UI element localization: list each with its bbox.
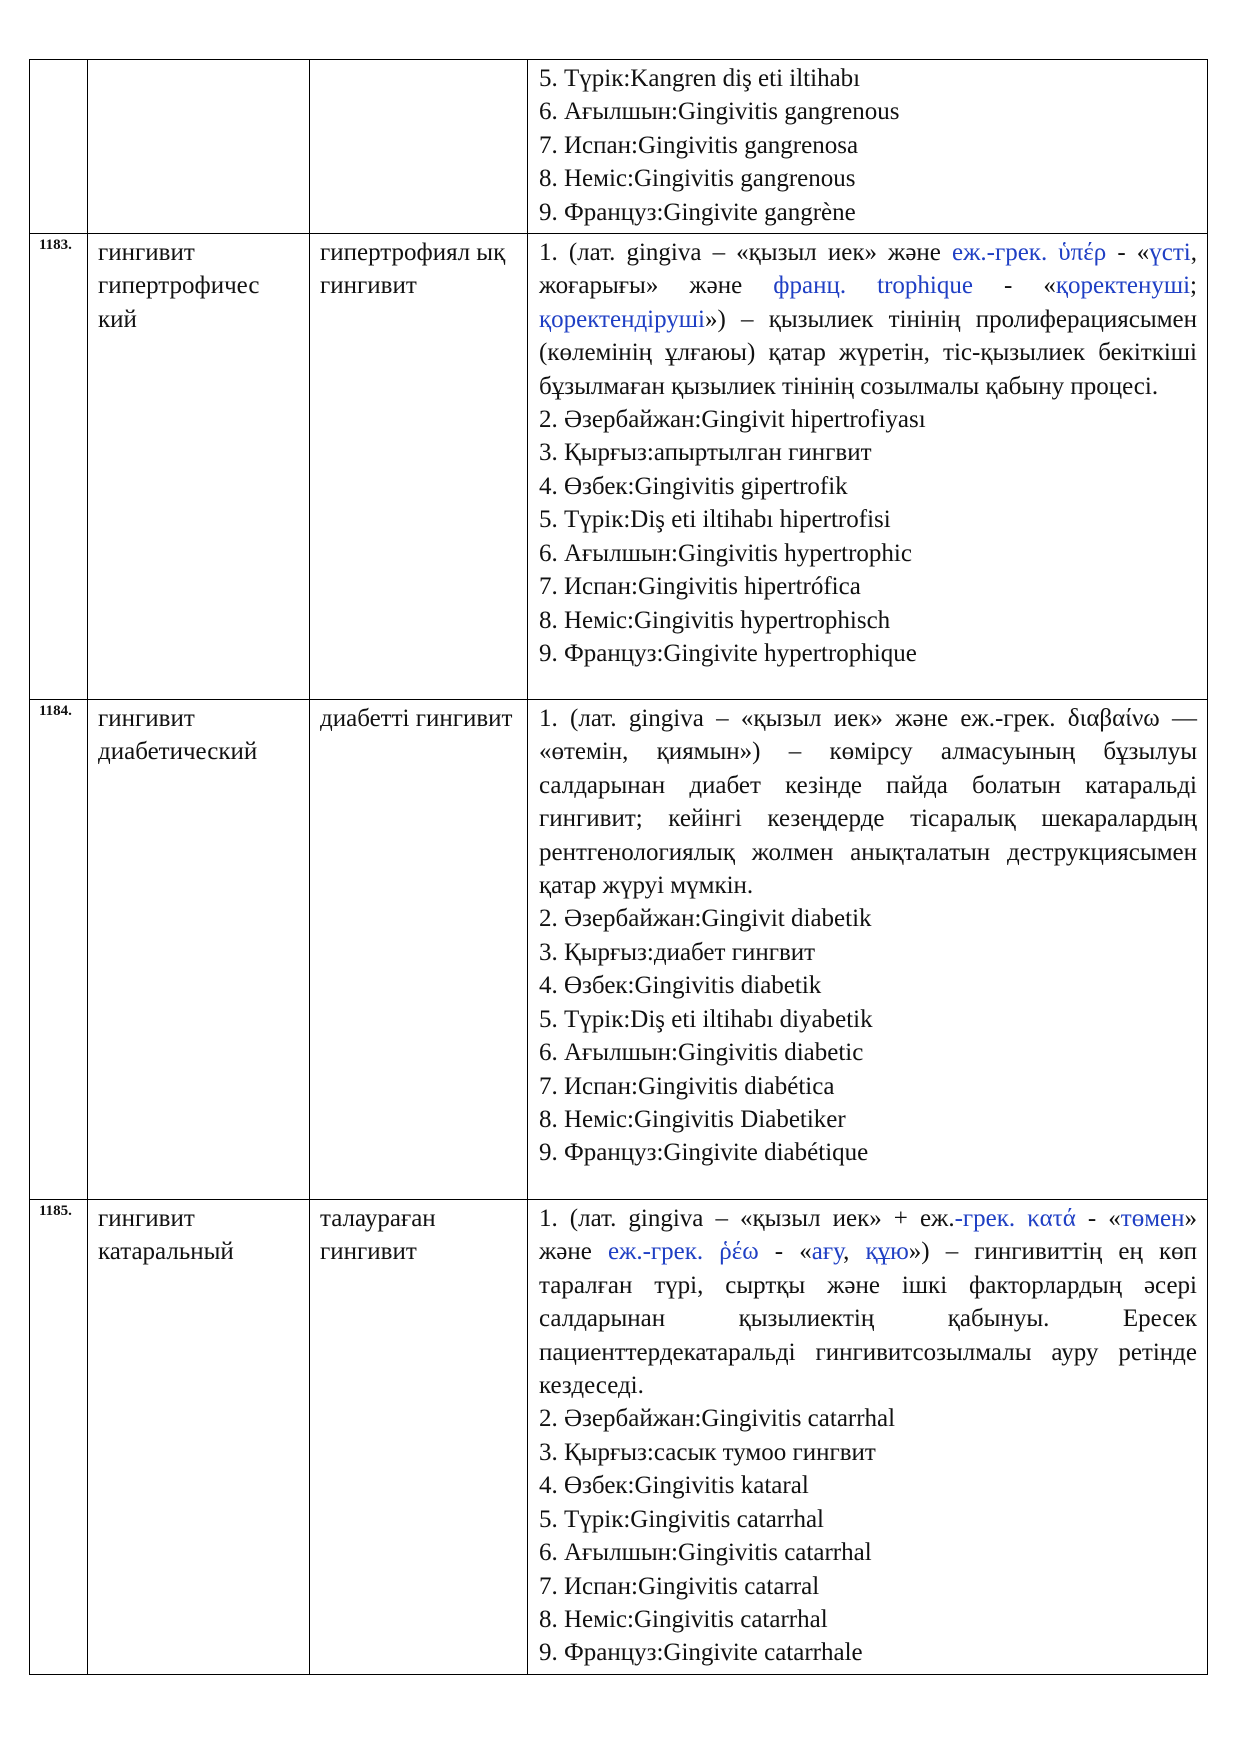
kazakh-term: диабетті гингивит [310, 700, 528, 1200]
russian-term [88, 60, 310, 234]
translation-line: 5. Түрік:Kangren diş eti iltihabı [539, 65, 861, 92]
translation-line: 3. Қырғыз:сасык тумоо гингвит [539, 1438, 876, 1466]
etymology-definition: 1. (лат. gingiva – «қызыл иек» және еж.-грек. ὑπέρ - «үсті, жоғарығы» және франц. trophique - «қоректенуші; қоректендіруші») – қызылиек тінінің пролиферациясымен (көлемінің ұлғаюы) қатар жүретін, тіс-қызылиек бекіткіші бұзылмаған қызылиек тінінің созылмалы қабыну процесі. [539, 239, 1197, 400]
translation-line: 9. Француз:Gingivite catarrhale [539, 1639, 863, 1667]
translation-line: 4. Өзбек:Gingivitis diabetik [539, 972, 822, 1000]
translation-line: 7. Испан:Gingivitis hipertrófica [539, 573, 861, 601]
kazakh-term: талаураған гингивит [310, 1200, 528, 1675]
translation-line: 6. Ағылшын:Gingivitis gangrenous [539, 98, 900, 126]
etymology-link: -грек. κατά [954, 1205, 1076, 1233]
translation-line: 8. Неміс:Gingivitis gangrenous [539, 165, 856, 193]
translation-line: 5. Түрік:Diş eti iltihabı hipertrofisi [539, 506, 891, 534]
definition-cell [528, 60, 1208, 234]
definition-cell [528, 700, 1208, 1200]
table-row [30, 60, 1208, 234]
etymology-link: қоректенуші [1055, 272, 1191, 300]
etymology-link: еж.-грек. ὑπέρ [952, 239, 1107, 267]
etymology-definition: 1. (лат. gingiva – «қызыл иек» + еж.-грек. κατά - «төмен» және еж.-грек. ῥέω - «ағу, құю») – гингивиттің ең көп таралған түрі, сыртқы және ішкі факторлардың әсері салдарынан қызылиектің қабынуы. Ересек пациенттердекатаральді гингивитсозылмалы ауру ретінде кездеседі. [539, 1205, 1198, 1400]
translation-line: 6. Ағылшын:Gingivitis diabetic [539, 1039, 864, 1067]
translation-line: 8. Неміс:Gingivitis Diabetiker [539, 1105, 846, 1133]
entry-number: 1185. [30, 1200, 88, 1675]
table-row [30, 700, 1208, 1200]
etymology-link: үсті [1149, 239, 1191, 267]
table-row [30, 234, 1208, 700]
definition-cell [528, 1200, 1208, 1675]
translation-line: 8. Неміс:Gingivitis hypertrophisch [539, 606, 891, 634]
translation-line: 2. Әзербайжан:Gingivit diabetik [539, 905, 872, 933]
translation-line: 7. Испан:Gingivitis catarral [539, 1572, 820, 1600]
russian-term: гингивит гипертрофичес кий [88, 234, 310, 700]
translation-line: 2. Әзербайжан:Gingivit hipertrofiyası [539, 406, 926, 434]
table-row [30, 1200, 1208, 1675]
dictionary-table [29, 59, 1208, 1675]
etymology-link: төмен [1120, 1205, 1185, 1233]
translation-line: 5. Түрік:Gingivitis catarrhal [539, 1505, 824, 1533]
translation-line: 7. Испан:Gingivitis diabética [539, 1072, 835, 1100]
kazakh-term [310, 60, 528, 234]
translation-line: 3. Қырғыз:диабет гингвит [539, 938, 816, 966]
kazakh-term: гипертрофиял ық гингивит [310, 234, 528, 700]
translation-line: 9. Француз:Gingivite diabétique [539, 1139, 869, 1167]
translation-line: 9. Француз:Gingivite gangrène [539, 198, 856, 226]
translation-line: 5. Түрік:Diş eti iltihabı diyabetik [539, 1005, 873, 1033]
translation-line: 2. Әзербайжан:Gingivitis catarrhal [539, 1405, 896, 1433]
translation-line: 4. Өзбек:Gingivitis gipertrofik [539, 472, 848, 500]
etymology-link: франц. trophique [773, 272, 973, 300]
translation-line: 9. Француз:Gingivite hypertrophique [539, 639, 917, 667]
translation-line: 6. Ағылшын:Gingivitis catarrhal [539, 1539, 872, 1567]
translation-line: 8. Неміс:Gingivitis catarrhal [539, 1605, 828, 1633]
translation-line: 3. Қырғыз:апыртылган гингвит [539, 439, 872, 467]
etymology-link: қоректендіруші [539, 305, 705, 333]
translation-line: 6. Ағылшын:Gingivitis hypertrophic [539, 539, 912, 567]
definition-cell [528, 234, 1208, 700]
etymology-definition: 1. (лат. gingiva – «қызыл иек» және еж.-грек. διαβαίνω — «өтемін, қиямын») – көмірсу алмасуының бұзылуы салдарынан диабет кезінде пайда болатын катаральді гингивит; кейінгі кезеңдерде тісаралық шекаралардың рентгенологиялық жолмен анықталатын деструкциясымен қатар жүруі мүмкін. [539, 705, 1197, 900]
entry-number: 1183. [30, 234, 88, 700]
entry-number [30, 60, 88, 234]
russian-term: гингивит диабетический [88, 700, 310, 1200]
entry-number: 1184. [30, 700, 88, 1200]
translation-line: 7. Испан:Gingivitis gangrenosa [539, 131, 859, 159]
etymology-link: ағу [811, 1238, 844, 1266]
etymology-link: құю [865, 1238, 909, 1266]
russian-term: гингивит катаральный [88, 1200, 310, 1675]
etymology-link: еж.-грек. ῥέω [607, 1238, 759, 1266]
translation-line: 4. Өзбек:Gingivitis kataral [539, 1472, 809, 1500]
